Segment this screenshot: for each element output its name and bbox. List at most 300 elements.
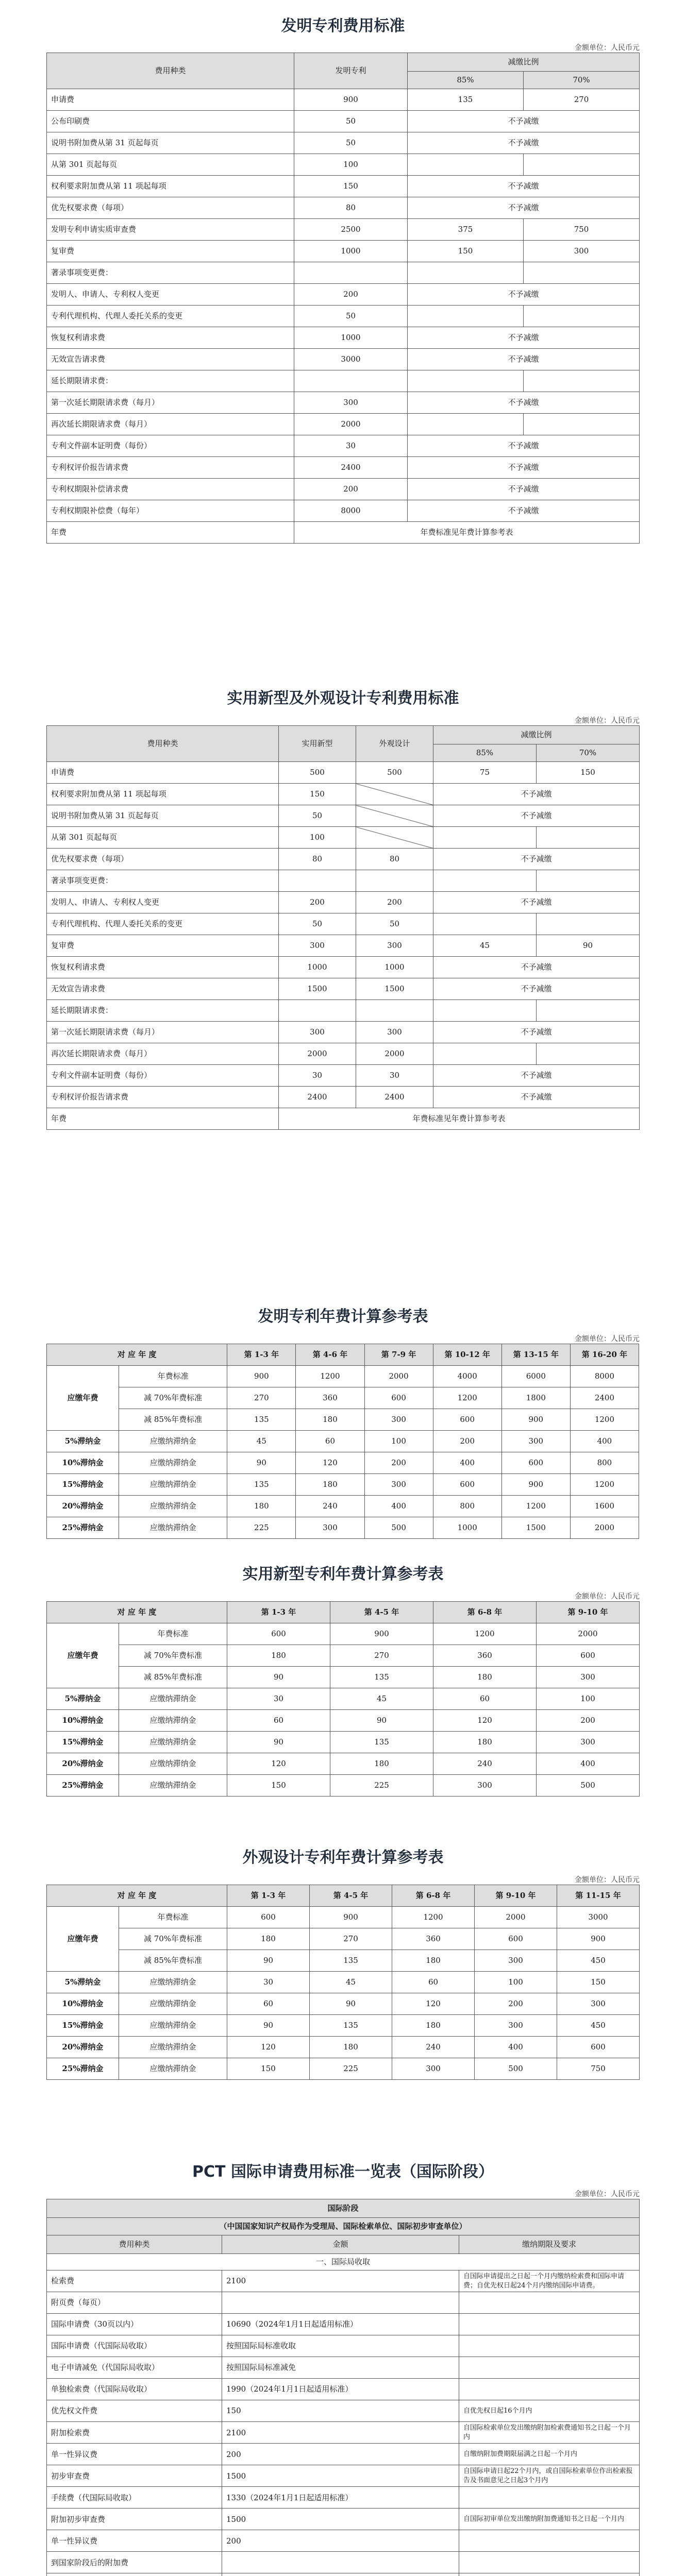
s2-table xyxy=(46,725,640,1130)
s3-year-header: 第 1-3 年 xyxy=(227,1344,296,1366)
s2-cell-ds: 300 xyxy=(356,1022,433,1043)
s3-value: 400 xyxy=(433,1452,501,1474)
s3-unit: 金额单位：人民币元 xyxy=(575,1335,640,1343)
s6-row xyxy=(47,2335,640,2357)
s2-cell-ds: 30 xyxy=(356,1065,433,1087)
s5-value: 30 xyxy=(227,1972,310,1993)
s3-value: 180 xyxy=(296,1409,364,1431)
s2-row xyxy=(47,957,640,978)
s2-row xyxy=(47,892,640,913)
s3-value: 135 xyxy=(227,1409,296,1431)
s4-value: 2000 xyxy=(537,1623,640,1645)
s6-cat1: 一、国际局收取 xyxy=(47,2254,640,2270)
s3-row xyxy=(47,1474,639,1496)
s6-row xyxy=(47,2530,640,2552)
s3-value: 600 xyxy=(433,1474,501,1496)
s1-cell-name: 公布印刷费 xyxy=(47,111,294,132)
s1-cell-fee xyxy=(294,262,408,284)
s2-cell-ds: 1500 xyxy=(356,978,433,1000)
s5-row xyxy=(47,2015,640,2037)
s5-row xyxy=(47,1993,640,2015)
s3-value: 180 xyxy=(227,1496,296,1517)
s2-cell-um: 300 xyxy=(279,935,356,957)
s2-cell-name: 无效宣告请求费 xyxy=(47,978,279,1000)
s3-year-header: 第 16-20 年 xyxy=(570,1344,639,1366)
s2-cell-ds xyxy=(356,827,433,849)
s6-cell-type: 手续费（代国际局收取） xyxy=(47,2487,222,2509)
s4-value: 120 xyxy=(227,1753,330,1775)
s1-cell-70: 300 xyxy=(524,241,640,262)
s1-row xyxy=(47,284,640,306)
s3-row xyxy=(47,1517,639,1539)
s2-row xyxy=(47,1043,640,1065)
s2-cell-ds: 2400 xyxy=(356,1087,433,1108)
s4-value: 180 xyxy=(330,1753,433,1775)
s2-cell-name: 再次延长期限请求费（每月） xyxy=(47,1043,279,1065)
s5-group-label: 应缴年费 xyxy=(47,1907,119,1972)
s5-row-sub: 应缴纳滞纳金 xyxy=(119,2037,227,2058)
s1-cell-fee: 200 xyxy=(294,479,408,500)
s5-value: 500 xyxy=(475,2058,557,2080)
s5-row-sub: 应缴纳滞纳金 xyxy=(119,1972,227,1993)
s1-row xyxy=(47,392,640,414)
s6-row xyxy=(47,2292,640,2314)
s6-unit: 金额单位：人民币元 xyxy=(575,2190,640,2198)
s1-cell-70 xyxy=(524,306,640,327)
s4-value: 90 xyxy=(227,1667,330,1688)
s6-cell-amount: 200 xyxy=(222,2444,459,2465)
s3-value: 8000 xyxy=(570,1366,639,1387)
s2-cell-reduce: 不予减缴 xyxy=(433,784,640,805)
s1-row xyxy=(47,219,640,241)
s3-value: 300 xyxy=(364,1409,433,1431)
s2-title: 实用新型及外观设计专利费用标准 xyxy=(227,689,459,707)
s6-table xyxy=(46,2199,640,2576)
s1-cell-fee: 50 xyxy=(294,111,408,132)
s2-cell-name: 发明人、申请人、专利权人变更 xyxy=(47,892,279,913)
s6-cell-type: 单一性异议费 xyxy=(47,2444,222,2465)
s2-cell-70 xyxy=(537,870,640,892)
s5-table xyxy=(46,1885,640,2080)
s4-value: 150 xyxy=(227,1775,330,1797)
s1-cell-fee: 3000 xyxy=(294,349,408,370)
s2-cell-name: 恢复权利请求费 xyxy=(47,957,279,978)
s5-row-label: 25%滞纳金 xyxy=(47,2058,119,2080)
s6-h2: 金额 xyxy=(222,2235,459,2254)
s5-value: 60 xyxy=(392,1972,475,1993)
s5-year-header: 第 6-8 年 xyxy=(392,1885,475,1907)
s6-row xyxy=(47,2444,640,2465)
s6-row xyxy=(47,2357,640,2379)
s5-value: 180 xyxy=(310,2037,392,2058)
s1-cell-fee: 8000 xyxy=(294,500,408,522)
s4-row xyxy=(47,1667,640,1688)
s6-cell-amount xyxy=(222,2292,459,2314)
s2-cell-ds xyxy=(356,1000,433,1022)
s5-row-sub: 应缴纳滞纳金 xyxy=(119,2015,227,2037)
s6-row xyxy=(47,2552,640,2573)
s1-cell-reduce: 不予减缴 xyxy=(408,284,640,306)
s3-value: 240 xyxy=(296,1496,364,1517)
s2-cell-name: 复审费 xyxy=(47,935,279,957)
s5-value: 1200 xyxy=(392,1907,475,1928)
s3-value: 270 xyxy=(227,1387,296,1409)
s5-row xyxy=(47,2058,640,2080)
s6-cell-type: 单一性异议费 xyxy=(47,2530,222,2552)
s5-value: 135 xyxy=(310,2015,392,2037)
s2-cell-ds: 200 xyxy=(356,892,433,913)
s1-cell-reduce: 不予减缴 xyxy=(408,132,640,154)
s6-cell-type: 附页费（每页） xyxy=(47,2292,222,2314)
s5-value: 180 xyxy=(392,1950,475,1972)
s6-cell-type: 国际申请费（30页以内） xyxy=(47,2314,222,2335)
s6-cell-amount: 200 xyxy=(222,2530,459,2552)
s3-row xyxy=(47,1366,639,1387)
s5-value: 750 xyxy=(557,2058,640,2080)
s4-value: 60 xyxy=(227,1710,330,1732)
s1-cell-name: 复审费 xyxy=(47,241,294,262)
s2-cell-ds: 1000 xyxy=(356,957,433,978)
s6-h3: 缴纳期限及要求 xyxy=(459,2235,640,2254)
s5-row xyxy=(47,1907,640,1928)
s4-value: 90 xyxy=(227,1732,330,1753)
s5-value: 225 xyxy=(310,2058,392,2080)
s1-cell-70 xyxy=(524,154,640,176)
s1-cell-name: 发明专利申请实质审查费 xyxy=(47,219,294,241)
s3-year-header: 第 4-6 年 xyxy=(296,1344,364,1366)
s2-cell-um: 年费标准见年费计算参考表 xyxy=(279,1108,640,1130)
s1-h-85: 85% xyxy=(408,72,524,89)
s2-cell-ds xyxy=(356,805,433,827)
s6-cell-type: 单独检索费（代国际局收取） xyxy=(47,2379,222,2400)
s1-cell-fee: 1000 xyxy=(294,241,408,262)
s3-row-sub: 应缴纳滞纳金 xyxy=(119,1452,227,1474)
s6-cell-term xyxy=(459,2552,640,2573)
s2-cell-reduce: 不予减缴 xyxy=(433,978,640,1000)
s3-row xyxy=(47,1496,639,1517)
s3-value: 900 xyxy=(501,1474,570,1496)
s4-row-sub: 年费标准 xyxy=(119,1623,227,1645)
s5-value: 300 xyxy=(557,1993,640,2015)
s1-cell-85 xyxy=(408,370,524,392)
s2-cell-name: 专利代理机构、代理人委托关系的变更 xyxy=(47,913,279,935)
s5-value: 300 xyxy=(475,1950,557,1972)
s4-row-label: 10%滞纳金 xyxy=(47,1710,119,1732)
s2-row xyxy=(47,827,640,849)
s1-row xyxy=(47,176,640,197)
s2-cell-name: 从第 301 页起每页 xyxy=(47,827,279,849)
s5-row-sub: 年费标准 xyxy=(119,1907,227,1928)
s2-row xyxy=(47,1087,640,1108)
s4-row-sub: 应缴纳滞纳金 xyxy=(119,1775,227,1797)
s2-cell-85 xyxy=(433,913,537,935)
s1-row xyxy=(47,500,640,522)
s1-cell-name: 恢复权利请求费 xyxy=(47,327,294,349)
s3-value: 225 xyxy=(227,1517,296,1539)
s3-table xyxy=(46,1344,639,1539)
s5-corner: 对 应 年 度 xyxy=(47,1885,227,1907)
s1-cell-fee: 50 xyxy=(294,132,408,154)
s4-value: 120 xyxy=(433,1710,537,1732)
s2-h-ds: 外观设计 xyxy=(356,726,433,762)
s4-value: 400 xyxy=(537,1753,640,1775)
s4-row xyxy=(47,1710,640,1732)
s1-row xyxy=(47,154,640,176)
s1-cell-name: 从第 301 页起每页 xyxy=(47,154,294,176)
s3-value: 60 xyxy=(296,1431,364,1452)
s4-value: 300 xyxy=(537,1667,640,1688)
s4-row-sub: 减 70%年费标准 xyxy=(119,1645,227,1667)
s1-row xyxy=(47,111,640,132)
s1-row xyxy=(47,132,640,154)
s3-year-header: 第 7-9 年 xyxy=(364,1344,433,1366)
s4-value: 300 xyxy=(433,1775,537,1797)
s1-cell-85 xyxy=(408,154,524,176)
s6-cell-type: 初步审查费 xyxy=(47,2465,222,2487)
s6-cell-term xyxy=(459,2292,640,2314)
s3-value: 600 xyxy=(433,1409,501,1431)
s5-value: 400 xyxy=(475,2037,557,2058)
s6-title: PCT 国际申请费用标准一览表（国际阶段） xyxy=(192,2163,494,2181)
s2-cell-name: 优先权要求费（每项） xyxy=(47,849,279,870)
s4-value: 600 xyxy=(537,1645,640,1667)
s5-value: 60 xyxy=(227,1993,310,2015)
s1-cell-70: 750 xyxy=(524,219,640,241)
s3-value: 180 xyxy=(296,1474,364,1496)
s5-row xyxy=(47,1950,640,1972)
s1-cell-name: 优先权要求费（每项） xyxy=(47,197,294,219)
s5-value: 600 xyxy=(475,1928,557,1950)
s4-year-header: 第 9-10 年 xyxy=(537,1602,640,1623)
s1-cell-fee: 300 xyxy=(294,392,408,414)
s3-value: 6000 xyxy=(501,1366,570,1387)
s1-cell-reduce: 不予减缴 xyxy=(408,457,640,479)
s2-cell-name: 申请费 xyxy=(47,762,279,784)
s1-cell-name: 年费 xyxy=(47,522,294,544)
s1-cell-70 xyxy=(524,262,640,284)
s4-year-header: 第 6-8 年 xyxy=(433,1602,537,1623)
s2-cell-70: 90 xyxy=(537,935,640,957)
s1-unit: 金额单位：人民币元 xyxy=(575,44,640,52)
s3-value: 135 xyxy=(227,1474,296,1496)
s2-cell-um: 2000 xyxy=(279,1043,356,1065)
s3-row-label: 20%滞纳金 xyxy=(47,1496,119,1517)
s3-value: 300 xyxy=(501,1431,570,1452)
s1-cell-85 xyxy=(408,262,524,284)
s2-h-um: 实用新型 xyxy=(279,726,356,762)
s2-h-70: 70% xyxy=(537,744,640,762)
s5-value: 45 xyxy=(310,1972,392,1993)
s6-cell-type: 国际申请费（代国际局收取） xyxy=(47,2335,222,2357)
s2-cell-85 xyxy=(433,870,537,892)
s2-row xyxy=(47,1065,640,1087)
s2-row xyxy=(47,978,640,1000)
s6-row xyxy=(47,2400,640,2422)
s4-row xyxy=(47,1732,640,1753)
s3-value: 1000 xyxy=(433,1517,501,1539)
s2-h-type: 费用种类 xyxy=(47,726,279,762)
s5-row-sub: 应缴纳滞纳金 xyxy=(119,2058,227,2080)
s6-row xyxy=(47,2422,640,2444)
s3-value: 800 xyxy=(570,1452,639,1474)
s2-cell-85 xyxy=(433,1043,537,1065)
s2-cell-reduce: 不予减缴 xyxy=(433,1022,640,1043)
s2-row xyxy=(47,1022,640,1043)
s6-row xyxy=(47,2314,640,2335)
s6-row xyxy=(47,2379,640,2400)
s3-value: 120 xyxy=(296,1452,364,1474)
s5-value: 150 xyxy=(227,2058,310,2080)
s6-cell-amount: 2100 xyxy=(222,2270,459,2292)
s5-value: 240 xyxy=(392,2037,475,2058)
s5-year-header: 第 9-10 年 xyxy=(475,1885,557,1907)
s6-sub: （中国国家知识产权局作为受理局、国际检索单位、国际初步审查单位） xyxy=(47,2218,640,2235)
s3-row-sub: 应缴纳滞纳金 xyxy=(119,1496,227,1517)
s2-cell-name: 专利文件副本证明费（每份） xyxy=(47,1065,279,1087)
s2-cell-um: 50 xyxy=(279,913,356,935)
s1-cell-fee: 80 xyxy=(294,197,408,219)
s4-group-label: 应缴年费 xyxy=(47,1623,119,1688)
s2-cell-um: 30 xyxy=(279,1065,356,1087)
s5-value: 90 xyxy=(310,1993,392,2015)
s1-cell-name: 专利权期限补偿请求费 xyxy=(47,479,294,500)
s6-cell-amount: 150 xyxy=(222,2400,459,2422)
s1-h-70: 70% xyxy=(524,72,640,89)
s4-value: 135 xyxy=(330,1732,433,1753)
s1-row xyxy=(47,306,640,327)
s5-value: 150 xyxy=(557,1972,640,1993)
s2-cell-um: 150 xyxy=(279,784,356,805)
s3-value: 200 xyxy=(364,1452,433,1474)
s3-group-label: 应缴年费 xyxy=(47,1366,119,1431)
s2-cell-reduce: 不予减缴 xyxy=(433,1087,640,1108)
s6-cell-type: 附加检索费 xyxy=(47,2422,222,2444)
s6-cell-type: 优先权文件费 xyxy=(47,2400,222,2422)
s4-row xyxy=(47,1623,640,1645)
s2-cell-reduce: 不予减缴 xyxy=(433,849,640,870)
s1-cell-70 xyxy=(524,370,640,392)
s1-table xyxy=(46,53,640,544)
s6-row xyxy=(47,2487,640,2509)
s6-cell-amount: 10690（2024年1月1日起适用标准） xyxy=(222,2314,459,2335)
s3-row-sub: 年费标准 xyxy=(119,1366,227,1387)
s1-cell-70: 270 xyxy=(524,89,640,111)
s5-value: 120 xyxy=(227,2037,310,2058)
s5-value: 600 xyxy=(227,1907,310,1928)
s4-value: 600 xyxy=(227,1623,330,1645)
s1-cell-name: 说明书附加费从第 31 页起每页 xyxy=(47,132,294,154)
s3-value: 900 xyxy=(227,1366,296,1387)
s3-value: 1500 xyxy=(501,1517,570,1539)
s5-value: 200 xyxy=(475,1993,557,2015)
s5-unit: 金额单位：人民币元 xyxy=(575,1876,640,1884)
s1-cell-reduce: 不予减缴 xyxy=(408,392,640,414)
s6-cell-term xyxy=(459,2487,640,2509)
s6-cell-amount: 1500 xyxy=(222,2509,459,2530)
s2-cell-reduce: 不予减缴 xyxy=(433,1065,640,1087)
s5-value: 135 xyxy=(310,1950,392,1972)
s3-row-sub: 减 85%年费标准 xyxy=(119,1409,227,1431)
s3-value: 800 xyxy=(433,1496,501,1517)
s6-cell-type: 附加初步审查费 xyxy=(47,2509,222,2530)
s2-unit: 金额单位：人民币元 xyxy=(575,717,640,725)
s5-value: 300 xyxy=(392,2058,475,2080)
s1-cell-reduce: 不予减缴 xyxy=(408,327,640,349)
s3-row-label: 25%滞纳金 xyxy=(47,1517,119,1539)
s4-value: 900 xyxy=(330,1623,433,1645)
s1-row xyxy=(47,197,640,219)
s2-cell-85 xyxy=(433,827,537,849)
s2-cell-70 xyxy=(537,913,640,935)
s3-value: 2400 xyxy=(570,1387,639,1409)
s2-row xyxy=(47,870,640,892)
s3-value: 300 xyxy=(364,1474,433,1496)
s2-cell-ds: 300 xyxy=(356,935,433,957)
s2-cell-um: 80 xyxy=(279,849,356,870)
s5-value: 600 xyxy=(557,2037,640,2058)
s5-value: 3000 xyxy=(557,1907,640,1928)
s6-row xyxy=(47,2465,640,2487)
s1-row xyxy=(47,522,640,544)
s2-cell-ds xyxy=(356,870,433,892)
s2-row xyxy=(47,805,640,827)
s4-value: 135 xyxy=(330,1667,433,1688)
s3-row-label: 15%滞纳金 xyxy=(47,1474,119,1496)
s6-cell-type: 检索费 xyxy=(47,2270,222,2292)
s2-cell-name: 权利要求附加费从第 11 项起每项 xyxy=(47,784,279,805)
s4-value: 360 xyxy=(433,1645,537,1667)
s6-cell-term: 自国际申请日起22个月内，或自国际检索单位作出检索报告及书面意见之日起3个月内 xyxy=(459,2465,640,2487)
s5-row-label: 10%滞纳金 xyxy=(47,1993,119,2015)
s1-cell-fee: 年费标准见年费计算参考表 xyxy=(294,522,640,544)
s3-value: 4000 xyxy=(433,1366,501,1387)
s2-cell-ds: 500 xyxy=(356,762,433,784)
s5-row-sub: 减 70%年费标准 xyxy=(119,1928,227,1950)
s3-row-sub: 应缴纳滞纳金 xyxy=(119,1431,227,1452)
s2-row xyxy=(47,849,640,870)
s2-cell-um: 500 xyxy=(279,762,356,784)
s1-row xyxy=(47,370,640,392)
s1-row xyxy=(47,479,640,500)
s1-cell-reduce: 不予减缴 xyxy=(408,111,640,132)
s5-value: 100 xyxy=(475,1972,557,1993)
s1-row xyxy=(47,89,640,111)
s3-row-sub: 减 70%年费标准 xyxy=(119,1387,227,1409)
s3-value: 600 xyxy=(364,1387,433,1409)
s2-cell-70: 150 xyxy=(537,762,640,784)
s2-cell-um: 1000 xyxy=(279,957,356,978)
s2-cell-85: 45 xyxy=(433,935,537,957)
s3-value: 1200 xyxy=(570,1474,639,1496)
s2-cell-name: 著录事项变更费： xyxy=(47,870,279,892)
s1-cell-fee xyxy=(294,370,408,392)
s3-value: 360 xyxy=(296,1387,364,1409)
s6-cell-term xyxy=(459,2530,640,2552)
s6-row xyxy=(47,2509,640,2530)
s2-cell-name: 延长期限请求费： xyxy=(47,1000,279,1022)
s4-value: 60 xyxy=(433,1688,537,1710)
s4-table xyxy=(46,1601,640,1797)
s6-cell-amount: 2100 xyxy=(222,2422,459,2444)
s4-value: 200 xyxy=(537,1710,640,1732)
s6-cell-amount: 1330（2024年1月1日起适用标准） xyxy=(222,2487,459,2509)
s5-year-header: 第 11-15 年 xyxy=(557,1885,640,1907)
s4-year-header: 第 1-3 年 xyxy=(227,1602,330,1623)
s6-cell-term: 自国际申请提出之日起一个月内缴纳检索费和国际申请费；自优先权日起24个月内缴纳国际申请费。 xyxy=(459,2270,640,2292)
s1-cell-name: 专利权期限补偿费（每年） xyxy=(47,500,294,522)
s4-row-sub: 应缴纳滞纳金 xyxy=(119,1688,227,1710)
s4-row-label: 25%滞纳金 xyxy=(47,1775,119,1797)
